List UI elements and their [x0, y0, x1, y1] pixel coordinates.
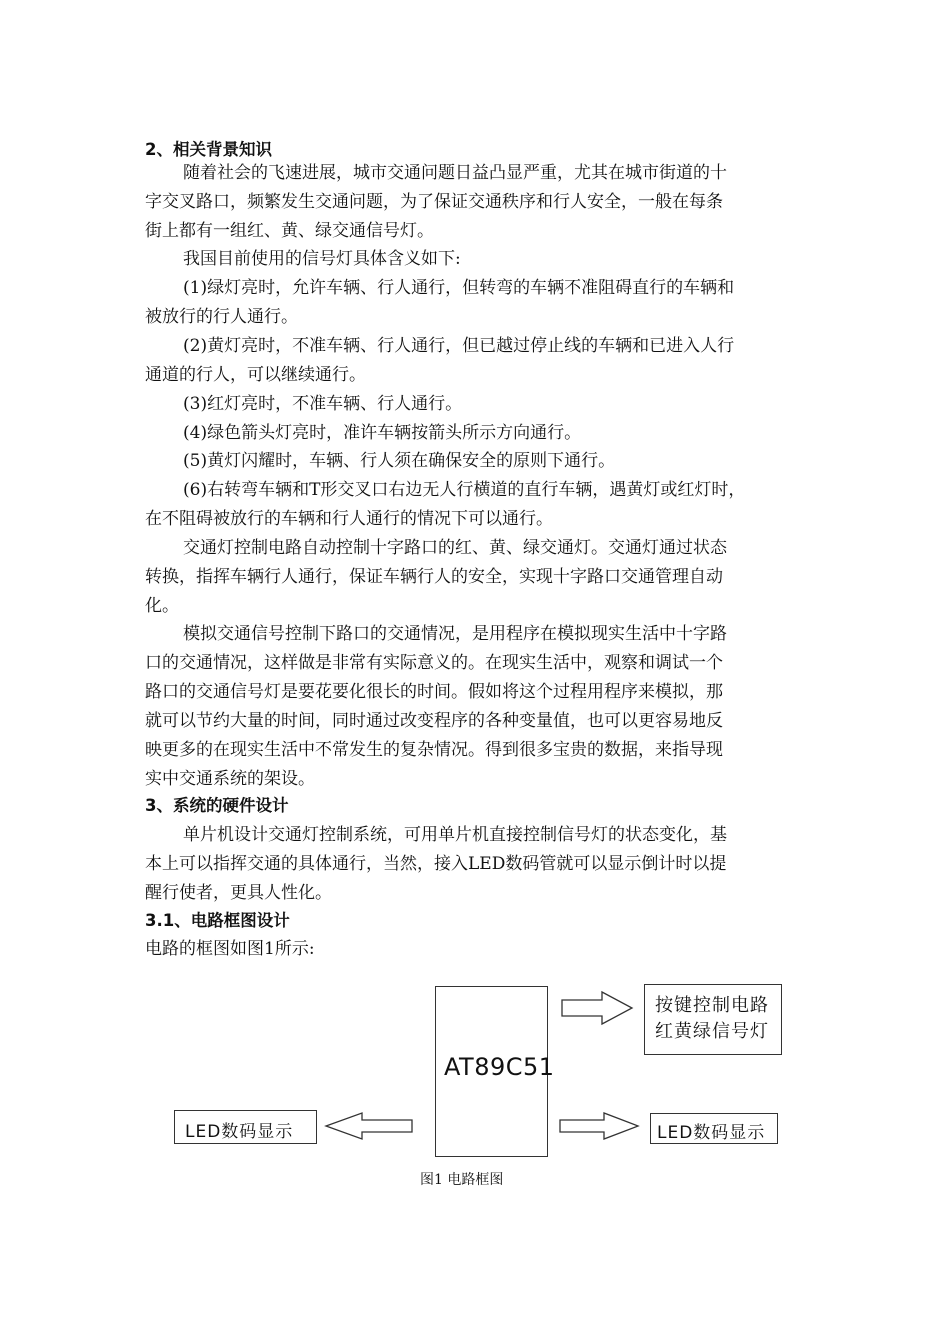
control-box-line1: 按键控制电路 — [655, 995, 769, 1016]
mcu-label: AT89C51 — [444, 1053, 555, 1081]
list-item-line: 通道的行人，可以继续通行。 — [145, 365, 366, 385]
arrow-right-icon — [560, 990, 636, 1026]
figure-caption: 图1 电路框图 — [420, 1172, 504, 1188]
led-display-left-label: LED数码显示 — [185, 1122, 294, 1142]
paragraph-line: 随着社会的飞速进展，城市交通问题日益凸显严重，尤其在城市街道的十 — [183, 163, 727, 183]
arrow-left-icon — [324, 1112, 416, 1142]
list-item-line: (2)黄灯亮时，不准车辆、行人通行，但已越过停止线的车辆和已进入人行 — [183, 336, 735, 356]
list-item-line: 在不阻碍被放行的车辆和行人通行的情况下可以通行。 — [145, 509, 553, 529]
section-heading: 3.1、电路框图设计 — [145, 911, 290, 930]
list-item-line: 被放行的行人通行。 — [145, 307, 298, 327]
paragraph-line: 实中交通系统的架设。 — [145, 769, 315, 789]
paragraph-line: 路口的交通信号灯是要花要化很长的时间。假如将这个过程用程序来模拟，那 — [145, 682, 723, 702]
paragraph-line: 单片机设计交通灯控制系统，可用单片机直接控制信号灯的状态变化，基 — [183, 825, 727, 845]
paragraph-line: 口的交通情况，这样做是非常有实际意义的。在现实生活中，观察和调试一个 — [145, 653, 723, 673]
paragraph-line: 映更多的在现实生活中不常发生的复杂情况。得到很多宝贵的数据，来指导现 — [145, 740, 723, 760]
paragraph-line: 字交叉路口，频繁发生交通问题，为了保证交通秩序和行人安全，一般在每条 — [145, 192, 723, 212]
paragraph-line: 我国目前使用的信号灯具体含义如下: — [183, 249, 461, 269]
section-heading: 2、相关背景知识 — [145, 140, 272, 159]
list-item-line: (5)黄灯闪耀时，车辆、行人须在确保安全的原则下通行。 — [183, 451, 616, 471]
led-display-right-label: LED数码显示 — [657, 1123, 766, 1143]
led-display-right-box — [650, 1113, 778, 1144]
paragraph-line: 电路的框图如图1所示: — [145, 939, 315, 959]
list-item-line: (1)绿灯亮时，允许车辆、行人通行，但转弯的车辆不准阻碍直行的车辆和 — [183, 278, 735, 298]
section-heading: 3、系统的硬件设计 — [145, 796, 289, 815]
paragraph-line: 交通灯控制电路自动控制十字路口的红、黄、绿交通灯。交通灯通过状态 — [183, 538, 727, 558]
paragraph-line: 就可以节约大量的时间，同时通过改变程序的各种变量值，也可以更容易地反 — [145, 711, 723, 731]
arrow-right-icon — [558, 1112, 642, 1142]
mcu-box — [435, 986, 555, 1157]
led-display-left-box — [174, 1110, 317, 1144]
list-item-line: (3)红灯亮时，不准车辆、行人通行。 — [183, 394, 463, 414]
list-item-line: (6)右转弯车辆和T形交叉口右边无人行横道的直行车辆，遇黄灯或红灯时， — [183, 480, 746, 500]
paragraph-line: 模拟交通信号控制下路口的交通情况，是用程序在模拟现实生活中十字路 — [183, 624, 727, 644]
paragraph-line: 街上都有一组红、黄、绿交通信号灯。 — [145, 221, 434, 241]
paragraph-line: 醒行使者，更具人性化。 — [145, 883, 332, 903]
control-signal-box — [644, 984, 782, 1055]
paragraph-line: 本上可以指挥交通的具体通行，当然，接入LED数码管就可以显示倒计时以提 — [145, 854, 727, 874]
paragraph-line: 化。 — [145, 596, 179, 616]
list-item-line: (4)绿色箭头灯亮时，准许车辆按箭头所示方向通行。 — [183, 423, 582, 443]
paragraph-line: 转换，指挥车辆行人通行，保证车辆行人的安全，实现十字路口交通管理自动 — [145, 567, 723, 587]
control-box-line2: 红黄绿信号灯 — [655, 1021, 769, 1042]
